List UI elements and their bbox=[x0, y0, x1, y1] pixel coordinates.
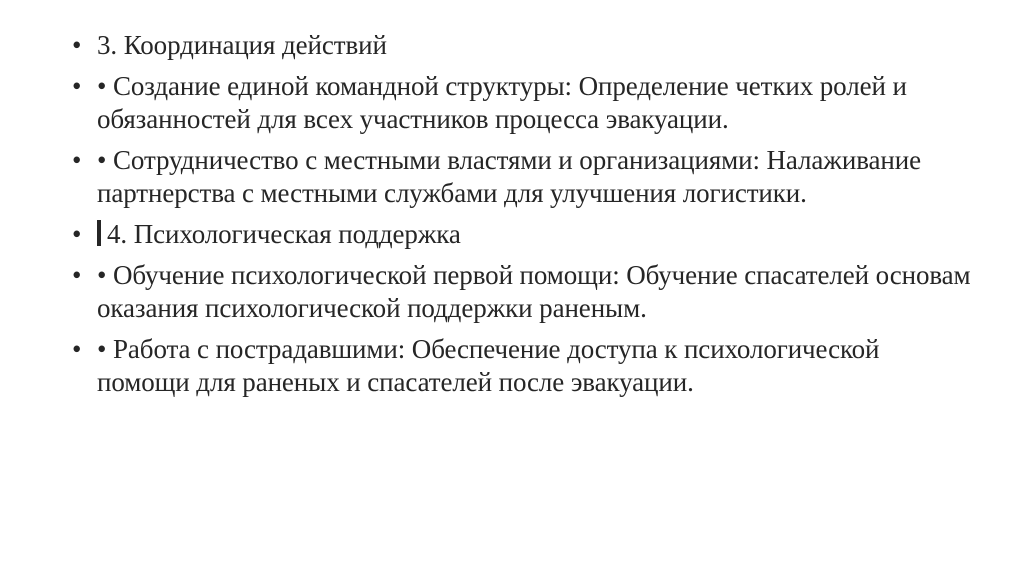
text-cursor-icon bbox=[97, 220, 101, 246]
list-item bbox=[72, 29, 972, 62]
bullet-icon: • bbox=[72, 71, 82, 101]
bullet-list bbox=[72, 29, 972, 407]
list-item-text: • Создание единой командной структуры: Определение четких ролей и обязанностей для всех участников процесса эвакуации. bbox=[97, 71, 907, 134]
list-item bbox=[72, 333, 972, 399]
list-item-text: 3. Координация действий bbox=[97, 30, 387, 60]
list-item bbox=[72, 70, 972, 136]
list-item-text: • Обучение психологической первой помощи: Обучение спасателей основам оказания психологической поддержки раненым. bbox=[97, 260, 971, 323]
bullet-icon: • bbox=[72, 260, 82, 290]
list-item bbox=[72, 218, 972, 251]
bullet-icon: • bbox=[72, 30, 82, 60]
list-item-text: 4. Психологическая поддержка bbox=[107, 219, 461, 249]
list-item-text: • Работа с пострадавшими: Обеспечение доступа к психологической помощи для раненых и спасателей после эвакуации. bbox=[97, 334, 880, 397]
list-item-text: • Сотрудничество с местными властями и организациями: Налаживание партнерства с местными службами для улучшения логистики. bbox=[97, 145, 921, 208]
list-item bbox=[72, 259, 972, 325]
bullet-icon: • bbox=[72, 219, 82, 249]
bullet-icon: • bbox=[72, 145, 82, 175]
bullet-icon: • bbox=[72, 334, 82, 364]
list-item bbox=[72, 144, 972, 210]
